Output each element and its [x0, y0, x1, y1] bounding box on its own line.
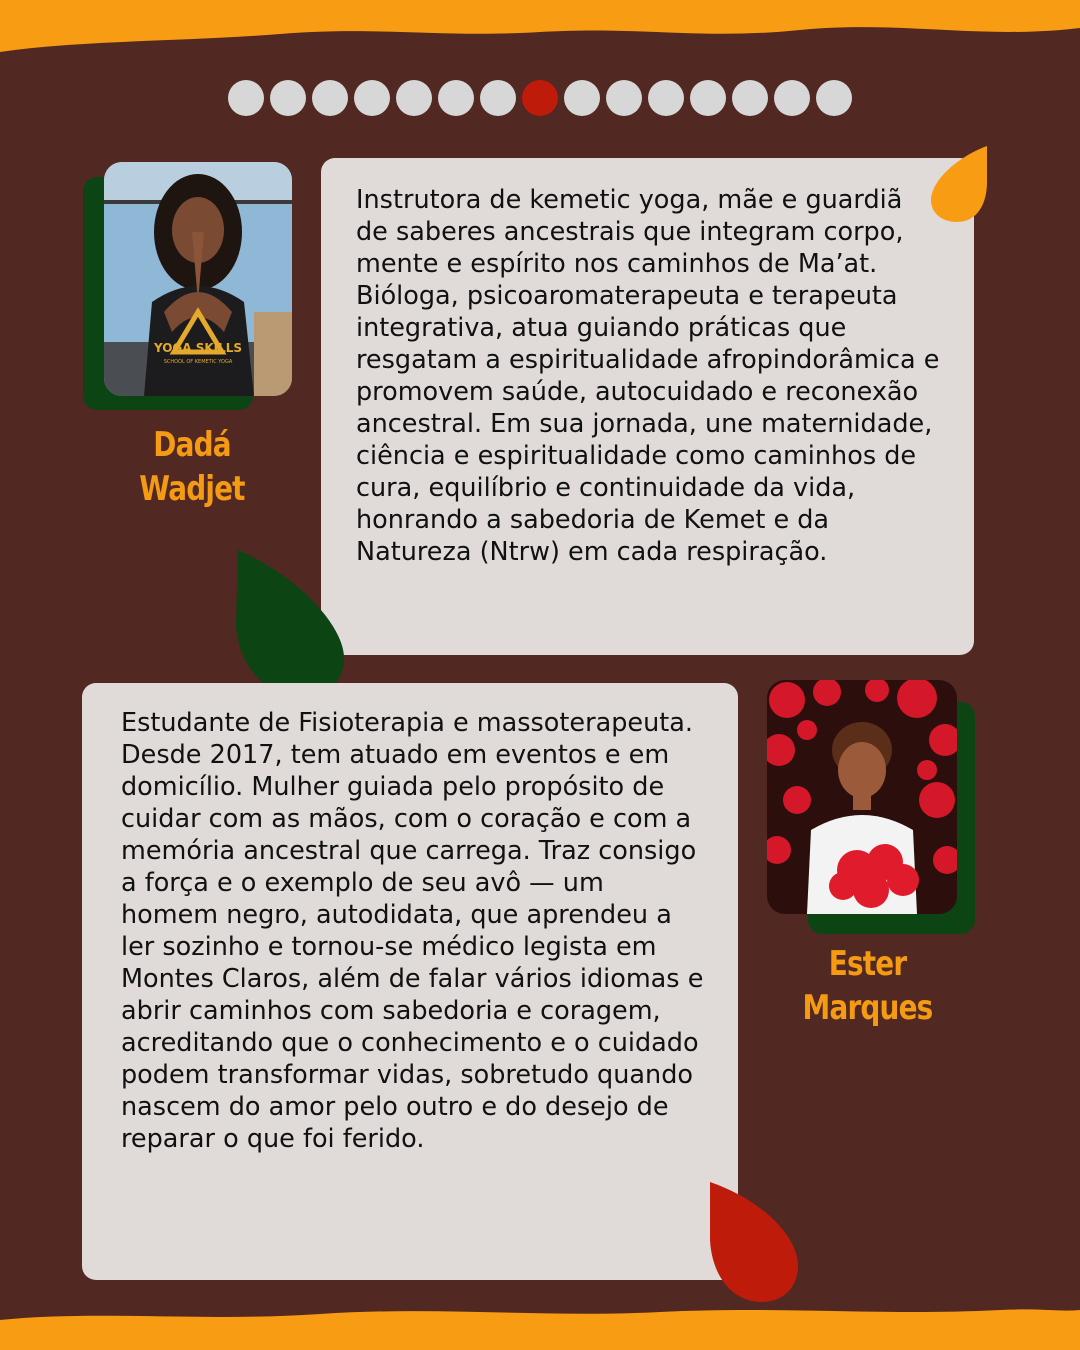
portrait-dada-wadjet — [104, 162, 292, 396]
pagination-dot — [480, 80, 516, 116]
pagination-dot — [396, 80, 432, 116]
red-leaf-decoration — [702, 1180, 802, 1304]
pagination-dot — [816, 80, 852, 116]
pagination-dot — [270, 80, 306, 116]
pagination-dot — [228, 80, 264, 116]
pagination-dot — [648, 80, 684, 116]
pagination-dot — [438, 80, 474, 116]
top-wave-decoration — [0, 0, 1080, 60]
bio-card-ester — [82, 683, 738, 1280]
pagination-dot — [564, 80, 600, 116]
pagination-dots — [0, 80, 1080, 116]
bio-text-dada: Instrutora de kemetic yoga, mãe e guardiã de saberes ancestrais que integram corpo, mente e espírito nos caminhos de Ma’at. Bióloga, psicoaromaterapeuta e terapeuta integrativa, atua guiando práticas que resgatam a espiritualidade afropindorâmica e promovem saúde, autocuidado e reconexão ancestral. Em sua jornada, une maternidade, ciência e espiritualidade como caminhos de cura, equilíbrio e continuidade da vida, honrando a sabedoria de Kemet e da Natureza (Ntrw) em cada respiração. — [356, 185, 940, 567]
pagination-dot — [774, 80, 810, 116]
portrait-ester-marques — [767, 680, 957, 914]
pagination-dot — [312, 80, 348, 116]
bottom-wave-decoration — [0, 1300, 1080, 1350]
pagination-dot — [606, 80, 642, 116]
bio-card-dada — [321, 158, 974, 655]
green-leaf-decoration — [228, 546, 348, 700]
profile-name-dada: Dadá Wadjet — [139, 425, 245, 509]
pagination-dot-active — [522, 80, 558, 116]
bio-text-ester: Estudante de Fisioterapia e massoterapeuta. Desde 2017, tem atuado em eventos e em domicílio. Mulher guiada pelo propósito de cuidar com as mãos, com o coração e com a memória ancestral que carrega. Traz consigo a força e o exemplo de seu avô — um homem negro, autodidata, que aprendeu a ler sozinho e tornou-se médico legista em Montes Claros, além de falar vários idiomas e abrir caminhos com sabedoria e coragem, acreditando que o conhecimento e o cuidado podem transformar vidas, sobretudo quando nascem do amor pelo outro e do desejo de reparar o que foi ferido. — [121, 708, 704, 1154]
pagination-dot — [732, 80, 768, 116]
shirt-logo-text: YOGA SKILLS — [153, 341, 243, 355]
orange-leaf-decoration — [925, 142, 993, 226]
pagination-dot — [690, 80, 726, 116]
profile-name-ester: Ester Marques — [802, 944, 933, 1028]
pagination-dot — [354, 80, 390, 116]
shirt-logo-subtext: SCHOOL OF KEMETIC YOGA — [163, 359, 233, 365]
